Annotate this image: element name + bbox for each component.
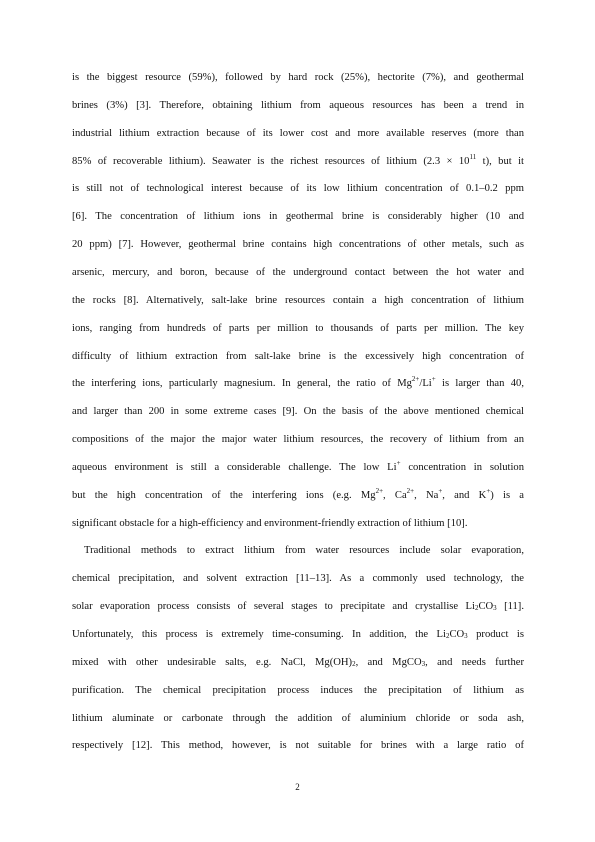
text-run: industrial lithium extraction because of its lower cost and more available reserves (more than (72, 127, 524, 139)
text-line (72, 127, 524, 141)
text-line (72, 433, 524, 447)
text-line (72, 71, 524, 85)
text-run: difficulty of lithium extraction from salt-lake brine is the excessively high concentration of (72, 350, 524, 362)
text-line (72, 712, 524, 726)
text-line (72, 486, 524, 503)
superscript: + (438, 486, 443, 495)
text-run: is the biggest resource (59%), followed by hard rock (25%), hectorite (7%), and geothermal (72, 72, 524, 83)
text-line (72, 544, 524, 558)
text-run: aqueous environment is still a considerable challenge. The low Li (72, 461, 397, 473)
text-line (72, 684, 524, 698)
superscript: 2+ (406, 486, 415, 495)
text-run: CO (478, 601, 494, 613)
subscript: 3 (464, 632, 468, 640)
subscript: 3 (493, 604, 497, 613)
text-line (72, 210, 524, 224)
text-run: , Na (414, 489, 439, 501)
text-run: Unfortunately, this process is extremely time-consuming. In addition, the Li (72, 629, 446, 640)
superscript: + (486, 486, 491, 495)
superscript: + (431, 375, 436, 384)
text-line (72, 405, 524, 419)
superscript: + (396, 458, 401, 467)
text-line (72, 517, 524, 531)
text-line (72, 377, 524, 391)
superscript: 2+ (411, 375, 420, 384)
subscript: 2 (474, 604, 479, 613)
text-line (72, 656, 524, 670)
text-run: significant obstacle for a high-efficiency and environment-friendly extraction of lithium [10]. (72, 517, 468, 529)
text-run: product is (467, 629, 524, 640)
text-run: , and needs further (425, 656, 524, 668)
subscript: 2 (445, 632, 450, 640)
text-run: the interfering ions, particularly magnesium. In general, the ratio of Mg (72, 378, 412, 390)
subscript: 3 (421, 659, 426, 668)
text-line (72, 152, 524, 169)
text-run: but the high concentration of the interfering ions (e.g. Mg (72, 489, 376, 501)
text-line (72, 600, 524, 614)
text-run: 85% of recoverable lithium). Seawater is the richest resources of lithium (2.3 × 10 (72, 155, 470, 167)
text-run: 20 ppm) [7]. However, geothermal brine contains high concentrations of other metals, such as (72, 239, 524, 251)
subscript: 2 (352, 659, 356, 668)
text-run: arsenic, mercury, and boron, because of the underground contact between the hot water and (72, 266, 524, 278)
text-run: and larger than 200 in some extreme cases [9]. On the basis of the above mentioned chemical (72, 406, 524, 418)
text-line (72, 350, 524, 364)
text-run: mixed with other undesirable salts, e.g. NaCl, Mg(OH) (72, 656, 353, 668)
superscript: 2+ (375, 486, 384, 495)
text-run: is still not of technological interest because of its low lithium concentration of 0.1–0.2 ppm (72, 183, 524, 195)
superscript: 11 (469, 152, 477, 161)
text-line (72, 322, 524, 336)
text-run: ions, ranging from hundreds of parts per million to thousands of parts per million. The key (72, 322, 524, 334)
text-run: [6]. The concentration of lithium ions in geothermal brine is considerably higher (10 and (72, 211, 524, 223)
text-run: [11]. (496, 601, 524, 613)
text-run: /Li (419, 378, 432, 390)
text-line (72, 458, 524, 475)
text-run: respectively [12]. This method, however, is not suitable for brines with a large ratio of (72, 740, 524, 752)
text-run: CO (449, 629, 465, 640)
text-line (72, 628, 524, 642)
text-run: , and MgCO (355, 656, 422, 668)
text-line (72, 99, 524, 113)
text-run: the rocks [8]. Alternatively, salt-lake brine resources contain a high concentration of lithium (72, 294, 524, 306)
text-line (72, 294, 524, 308)
text-run: , and K (442, 489, 487, 501)
text-run: brines (3%) [3]. Therefore, obtaining lithium from aqueous resources has been a trend in (72, 99, 524, 111)
text-run: solar evaporation process consists of several stages to precipitate and crystallise Li (72, 601, 475, 613)
text-run: , Ca (383, 489, 407, 501)
text-run: lithium aluminate or carbonate through the addition of aluminium chloride or soda ash, (72, 712, 524, 724)
text-line (72, 238, 524, 252)
text-run: concentration in solution (400, 461, 524, 473)
page-number: 2 (295, 782, 300, 792)
text-run: Traditional methods to extract lithium from water resources include solar evaporation, (84, 545, 524, 557)
text-line (72, 739, 524, 753)
text-run: compositions of the major the major water lithium resources, the recovery of lithium from an (72, 434, 524, 446)
text-run: chemical precipitation, and solvent extraction [11–13]. As a commonly used technology, the (72, 573, 524, 585)
text-line (72, 572, 524, 586)
text-run: t), but it (476, 155, 524, 167)
text-line (72, 182, 524, 196)
text-run: ) is a (490, 489, 524, 501)
text-line (72, 266, 524, 280)
text-run: purification. The chemical precipitation process induces the precipitation of lithium as (72, 684, 524, 696)
text-run: is larger than 40, (435, 378, 524, 390)
